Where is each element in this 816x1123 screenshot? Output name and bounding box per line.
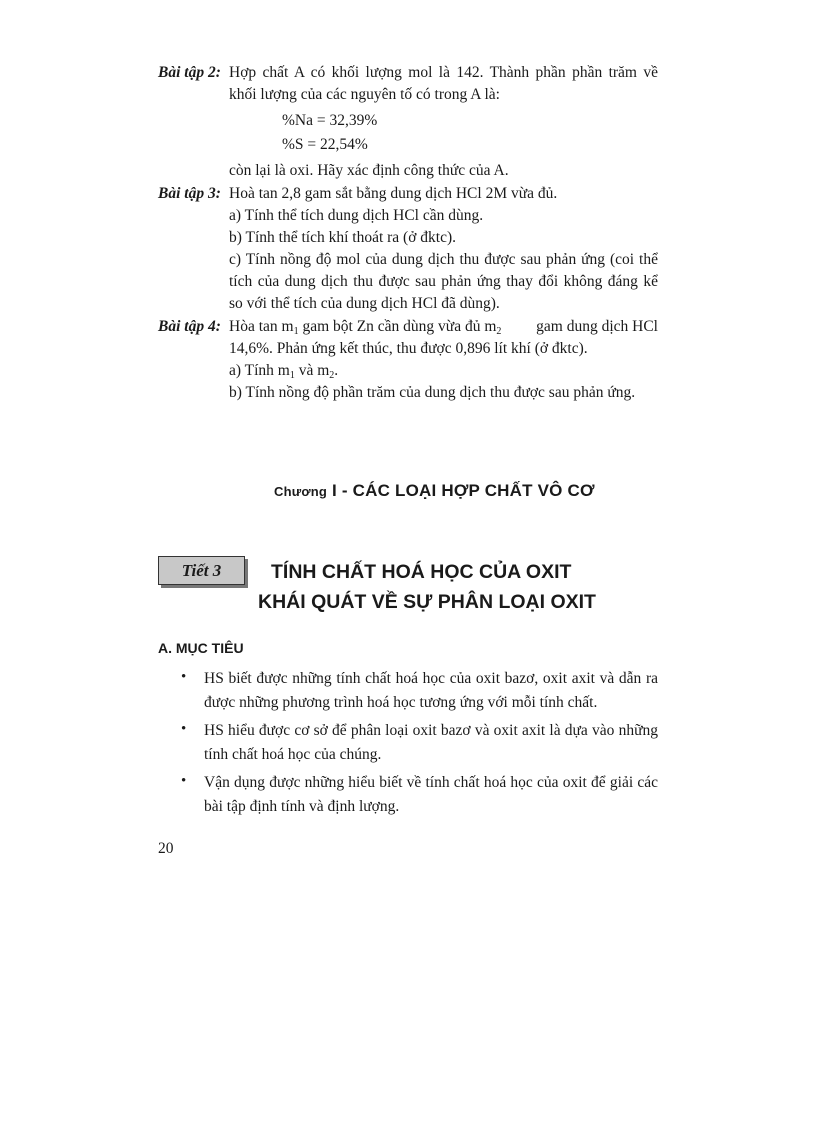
bullet-2-line-1: HS hiểu được cơ sở để phân loại oxit bazơ và oxit axit là dựa vào những (204, 722, 658, 739)
exercise-4-label: Bài tập 4: (158, 318, 221, 335)
exercise-3-part-b: b) Tính thể tích khí thoát ra (ở đktc). (229, 229, 457, 246)
chapter-heading (274, 481, 595, 501)
exercise-2-s-percent: %S = 22,54% (282, 136, 368, 153)
bullet-3-line-2: bài tập định tính và định lượng. (204, 798, 400, 815)
chapter-title: - CÁC LOẠI HỢP CHẤT VÔ CƠ (341, 481, 595, 500)
exercise-2-line-2: khối lượng của các nguyên tố có trong A là: (229, 86, 500, 103)
exercise-2-label: Bài tập 2: (158, 64, 221, 81)
exercise-4-part-b: b) Tính nồng độ phần trăm của dung dịch thu được sau phản ứng. (229, 384, 636, 401)
lesson-label-box: Tiết 3 (158, 556, 245, 585)
exercise-3-part-a: a) Tính thể tích dung dịch HCl cần dùng. (229, 207, 484, 224)
exercise-2-na-percent: %Na = 32,39% (282, 112, 378, 129)
exercise-3-part-c-line-3: so với thể tích của dung dịch HCl đã dùng). (229, 295, 500, 312)
chapter-prefix: Chương (274, 484, 328, 499)
lesson-title-line-2: KHÁI QUÁT VỀ SỰ PHÂN LOẠI OXIT (258, 591, 596, 613)
exercise-4-line-1: Hòa $\tan m_1$ gam bột Zn cần dùng vừa đủ $m_2$ gam dung dịch HCl (229, 318, 658, 337)
exercise-3-part-c-line-2: tích của dung dịch thu được sau phản ứng thay đổi không đáng kể (229, 273, 658, 290)
bullet-3-symbol: • (181, 773, 187, 789)
bullet-1-symbol: • (181, 669, 187, 685)
exercise-3-line-1: Hoà tan 2,8 gam sắt bằng dung dịch HCl 2M vừa đủ. (229, 185, 558, 202)
bullet-2-line-2: tính chất hoá học của chúng. (204, 746, 382, 763)
exercise-3-label: Bài tập 3: (158, 185, 221, 202)
lesson-title-line-1: TÍNH CHẤT HOÁ HỌC CỦA OXIT (271, 561, 572, 583)
bullet-3-line-1: Vận dụng được những hiểu biết về tính chất hoá học của oxit để giải các (204, 774, 658, 791)
exercise-4-line-2: 14,6%. Phản ứng kết thúc, thu được 0,896 lít khí (ở đktc). (229, 340, 588, 357)
exercise-3-part-c-line-1: c) Tính nồng độ mol của dung dịch thu được sau phản ứng (coi thể (229, 251, 658, 268)
page-number: 20 (158, 840, 174, 857)
bullet-1-line-1: HS biết được những tính chất hoá học của oxit bazơ, oxit axit và dẫn ra (204, 670, 658, 687)
exercise-4-part-a: a) Tính $m_1$ và $m_2$. (229, 362, 339, 381)
exercise-2-line-1: Hợp chất A có khối lượng mol là 142. Thành phần phần trăm về (229, 64, 658, 81)
bullet-2-symbol: • (181, 721, 187, 737)
bullet-1-line-2: được những phương trình hoá học tương ứng với mỗi tính chất. (204, 694, 598, 711)
exercise-2-line-5: còn lại là oxi. Hãy xác định công thức của A. (229, 162, 509, 179)
section-a-heading: A. MỤC TIÊU (158, 640, 244, 656)
chapter-number: I (332, 481, 337, 500)
